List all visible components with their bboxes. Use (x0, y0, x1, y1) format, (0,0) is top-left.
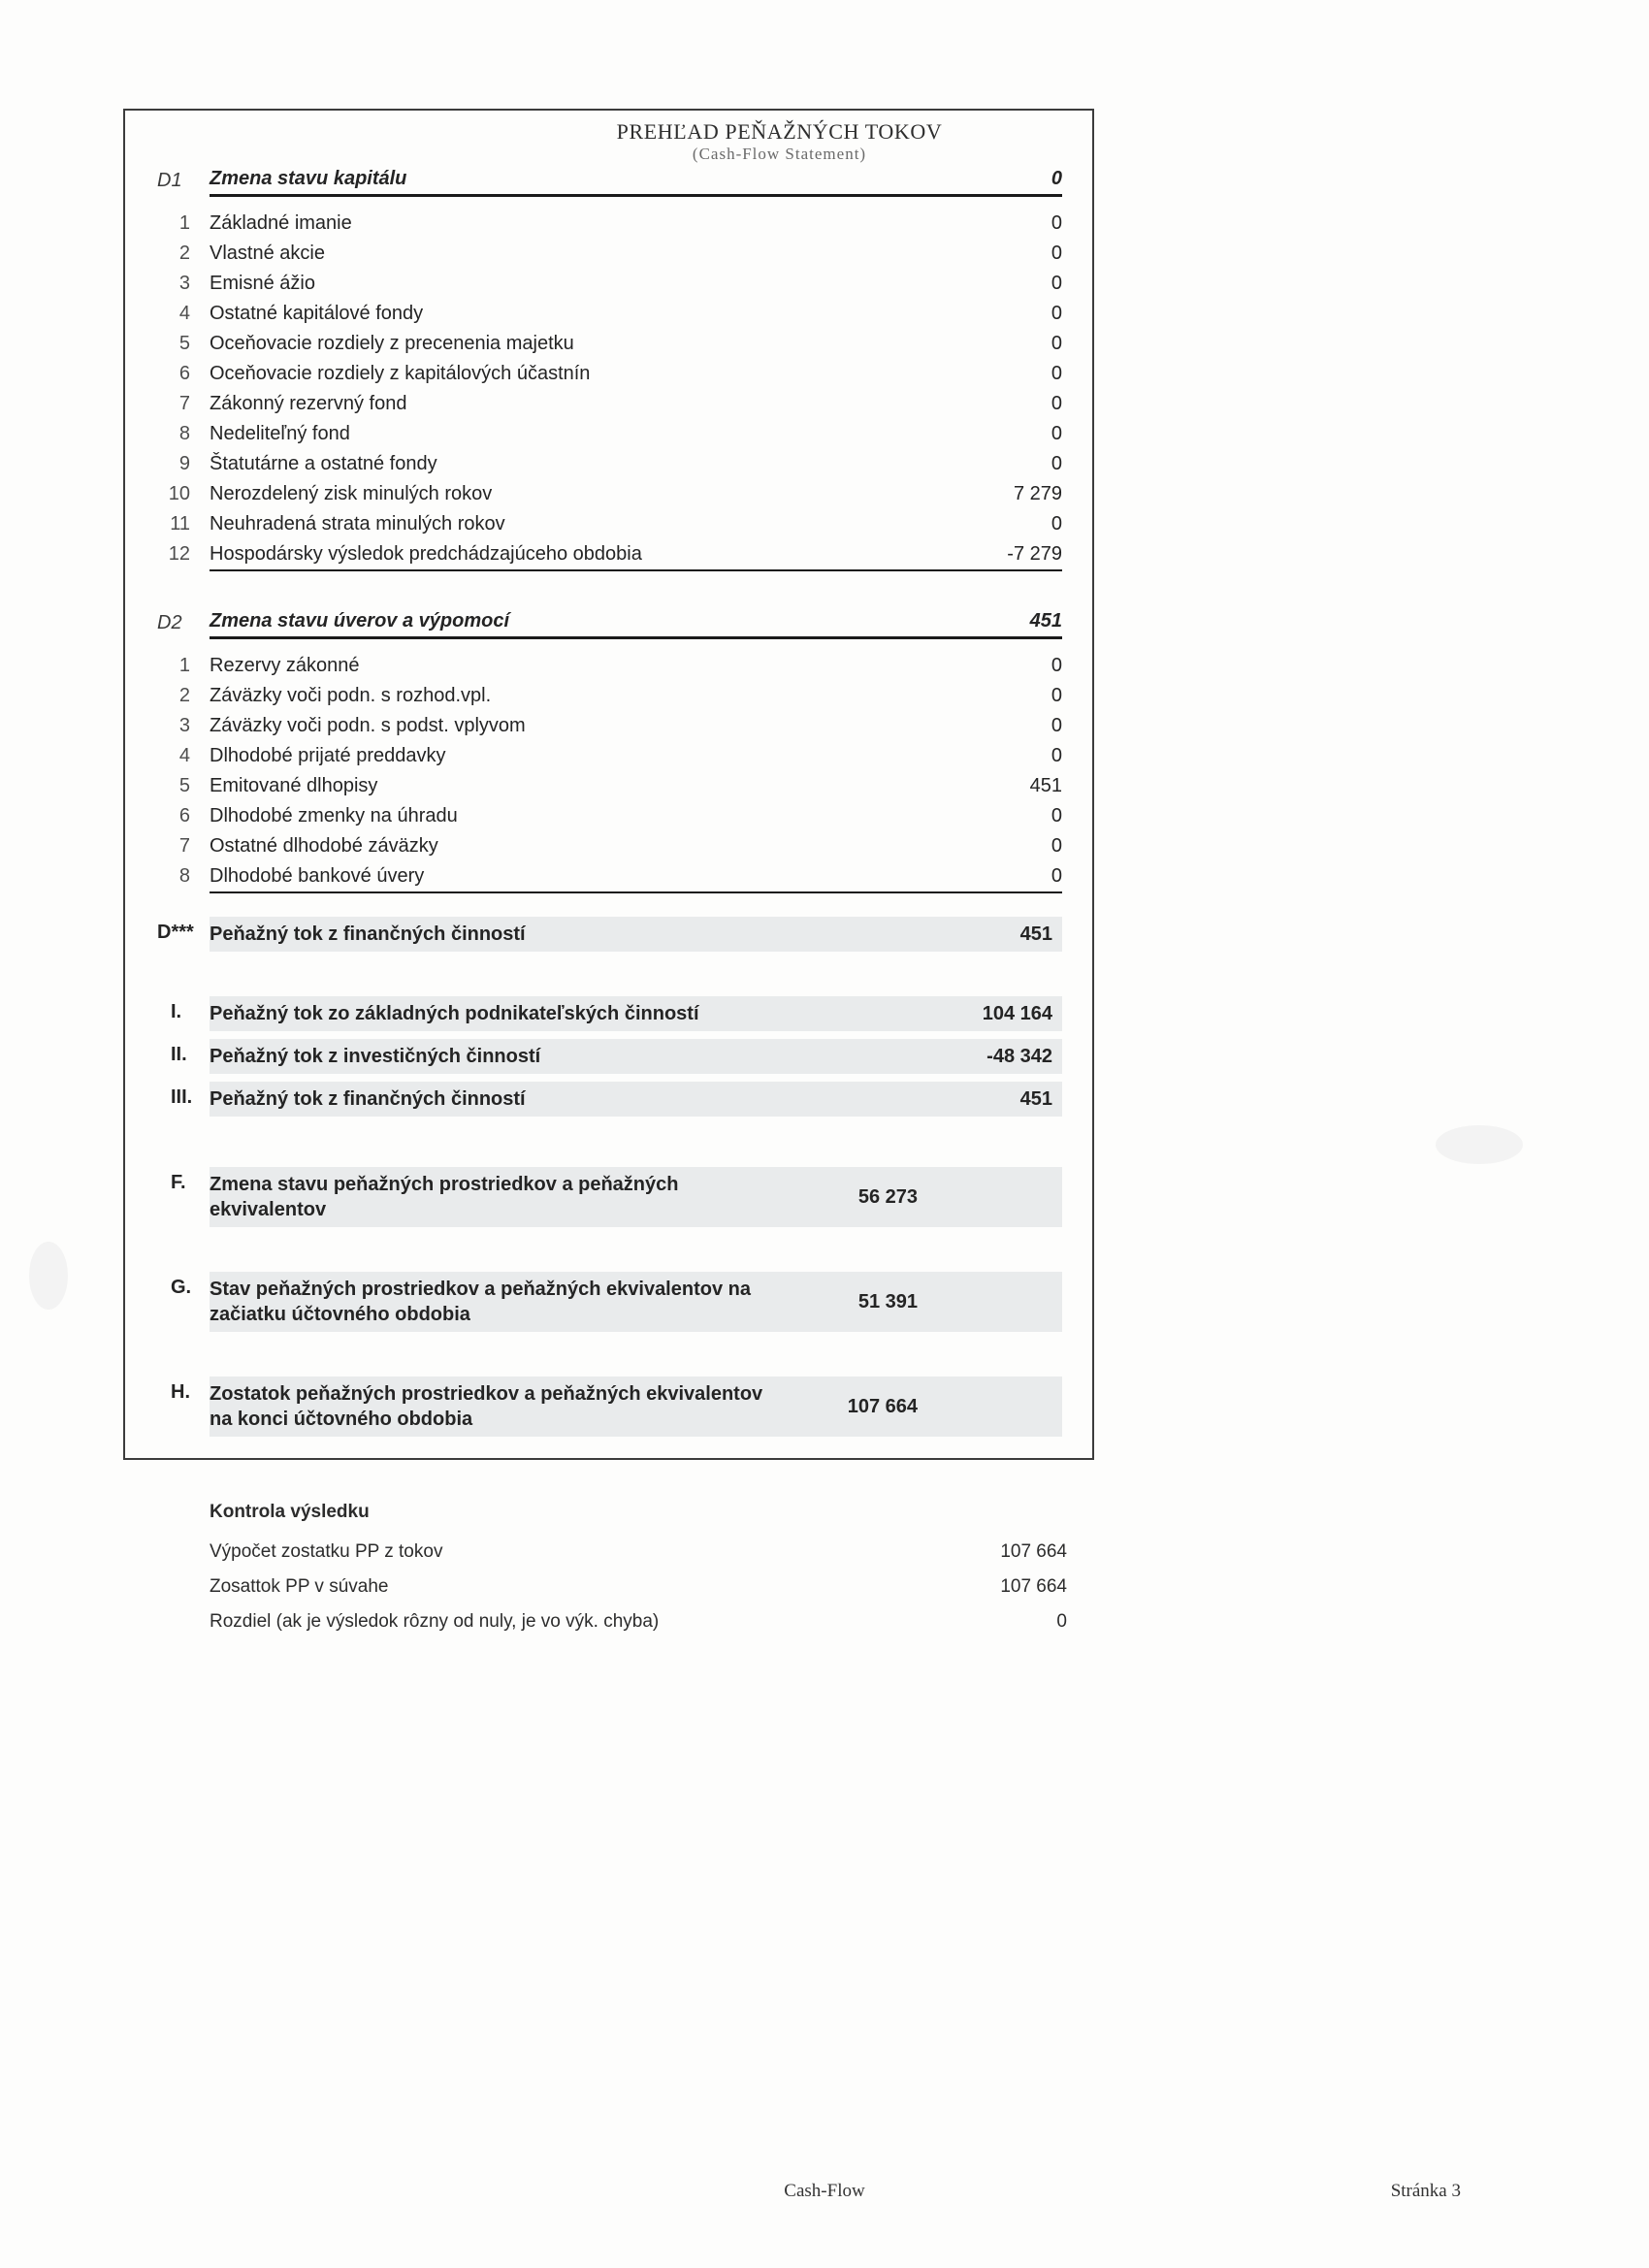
summary-row-code: F. (171, 1172, 186, 1193)
row-line (210, 861, 1062, 893)
row-line (210, 329, 1062, 359)
summary-row-band (210, 917, 1062, 952)
row-number: 1 (178, 655, 190, 676)
summary-row-label: Peňažný tok z finančných činností (210, 923, 526, 945)
summary-row-band (210, 996, 1062, 1031)
row-line (210, 711, 1062, 741)
table-row (157, 711, 1062, 741)
row-value: 0 (1051, 655, 1062, 676)
table-row (157, 209, 1062, 239)
row-value: 0 (1051, 453, 1062, 474)
section-rows (157, 651, 1062, 893)
section-header-line (210, 610, 1062, 639)
scan-smudge (1436, 1125, 1523, 1164)
row-number: 6 (178, 805, 190, 826)
row-line (210, 509, 1062, 539)
summary-row-band (210, 1272, 1062, 1332)
summary-row-label: Zmena stavu peňažných prostriedkov a peňažných ekvivalentov (210, 1174, 679, 1220)
row-label: Hospodársky výsledok predchádzajúceho obdobia (210, 543, 642, 565)
section-code: D1 (157, 170, 182, 191)
row-line (210, 681, 1062, 711)
row-value: 0 (1051, 363, 1062, 384)
page-title: PREHĽAD PEŇAŽNÝCH TOKOV (616, 119, 943, 144)
row-value: 0 (1051, 805, 1062, 826)
summary-row (157, 917, 1062, 952)
row-label: Nedeliteľný fond (210, 423, 350, 444)
table-row (157, 419, 1062, 449)
control-row (210, 1535, 1067, 1570)
control-row-label: Zosattok PP v súvahe (210, 1576, 389, 1597)
summary-row-label: Peňažný tok zo základných podnikateľských činností (210, 1003, 699, 1024)
row-value: 0 (1051, 333, 1062, 354)
summary-row-band (210, 1377, 1062, 1437)
control-row (210, 1570, 1067, 1604)
table-row (157, 269, 1062, 299)
table-row (157, 741, 1062, 771)
row-label: Nerozdelený zisk minulých rokov (210, 483, 493, 504)
row-number: 3 (178, 715, 190, 736)
row-value: 0 (1051, 685, 1062, 706)
row-label: Oceňovacie rozdiely z precenenia majetku (210, 333, 574, 354)
row-value: 0 (1051, 745, 1062, 766)
row-value: 0 (1051, 212, 1062, 234)
summary-row-value: 107 664 (847, 1395, 918, 1417)
section-header (157, 610, 1062, 639)
row-number: 6 (178, 363, 190, 384)
section-total-value: 0 (1051, 168, 1062, 189)
row-value: 7 279 (1013, 483, 1062, 504)
row-line (210, 299, 1062, 329)
summary-row-value: 451 (1019, 923, 1052, 945)
row-line (210, 269, 1062, 299)
row-value: 0 (1051, 273, 1062, 294)
table-row (157, 359, 1062, 389)
row-label: Oceňovacie rozdiely z kapitálových účastnín (210, 363, 591, 384)
control-row (210, 1604, 1067, 1639)
section-total-value: 451 (1029, 610, 1062, 632)
summary-row-code: I. (171, 1001, 182, 1022)
row-number: 4 (178, 303, 190, 324)
section-rows (157, 209, 1062, 571)
table-row (157, 681, 1062, 711)
section-title: Zmena stavu kapitálu (210, 168, 407, 189)
row-number: 8 (178, 865, 190, 887)
footer-document-name: Cash-Flow (784, 2181, 865, 2201)
table-row (157, 509, 1062, 539)
row-number: 2 (178, 243, 190, 264)
row-label: Ostatné kapitálové fondy (210, 303, 424, 324)
control-row-value: 107 664 (1000, 1576, 1067, 1597)
row-number: 9 (178, 453, 190, 474)
summary-row (157, 1272, 1062, 1332)
row-label: Emisné ážio (210, 273, 315, 294)
row-line (210, 239, 1062, 269)
summary-row-value: 451 (1019, 1087, 1052, 1110)
row-line (210, 651, 1062, 681)
row-line (210, 389, 1062, 419)
row-value: 0 (1051, 513, 1062, 535)
summary-rows-container (157, 917, 1062, 1437)
statement-section (157, 168, 1062, 571)
row-number: 5 (178, 775, 190, 796)
row-value: 0 (1051, 393, 1062, 414)
row-line (210, 359, 1062, 389)
section-title: Zmena stavu úverov a výpomocí (210, 610, 510, 632)
row-label: Ostatné dlhodobé záväzky (210, 835, 438, 857)
row-line (210, 419, 1062, 449)
row-label: Dlhodobé bankové úvery (210, 865, 425, 887)
control-row-label: Výpočet zostatku PP z tokov (210, 1541, 443, 1562)
row-number: 3 (178, 273, 190, 294)
row-value: 0 (1051, 303, 1062, 324)
row-value: 0 (1051, 835, 1062, 857)
summary-row (157, 1039, 1062, 1074)
summary-row-label: Peňažný tok z finančných činností (210, 1088, 526, 1110)
row-line (210, 741, 1062, 771)
row-line (210, 801, 1062, 831)
row-number: 8 (178, 423, 190, 444)
summary-row (157, 1082, 1062, 1117)
table-row (157, 539, 1062, 571)
summary-row-value: 104 164 (982, 1002, 1052, 1024)
summary-row-label: Zostatok peňažných prostriedkov a peňažných ekvivalentov na konci účtovného obdobia (210, 1383, 763, 1430)
row-number: 2 (178, 685, 190, 706)
sections-container (157, 168, 1062, 893)
row-number: 4 (178, 745, 190, 766)
table-row (157, 861, 1062, 893)
summary-row (157, 996, 1062, 1031)
row-line (210, 831, 1062, 861)
row-label: Rezervy zákonné (210, 655, 360, 676)
row-label: Vlastné akcie (210, 243, 325, 264)
row-line (210, 479, 1062, 509)
row-value: 0 (1051, 715, 1062, 736)
control-row-value: 0 (1056, 1611, 1067, 1632)
row-number: 5 (178, 333, 190, 354)
row-number: 10 (168, 483, 190, 504)
cash-flow-statement-box (123, 109, 1094, 1460)
row-value: 451 (1029, 775, 1062, 796)
table-row (157, 299, 1062, 329)
row-line (210, 449, 1062, 479)
control-block (210, 1502, 1067, 1639)
section-header-line (210, 168, 1062, 197)
row-label: Dlhodobé prijaté preddavky (210, 745, 446, 766)
row-label: Štatutárne a ostatné fondy (210, 453, 437, 474)
table-row (157, 801, 1062, 831)
control-rows-container (210, 1535, 1067, 1639)
row-value: 0 (1051, 243, 1062, 264)
table-row (157, 771, 1062, 801)
summary-row (157, 1167, 1062, 1227)
summary-row-value: 51 391 (857, 1290, 918, 1312)
row-label: Neuhradená strata minulých rokov (210, 513, 505, 535)
summary-row (157, 1377, 1062, 1437)
table-row (157, 831, 1062, 861)
footer-page-number: Stránka 3 (1390, 2181, 1461, 2201)
table-row (157, 239, 1062, 269)
row-line (210, 209, 1062, 239)
table-row (157, 479, 1062, 509)
row-number: 11 (170, 513, 190, 535)
control-title: Kontrola výsledku (210, 1502, 370, 1522)
scan-smudge (29, 1242, 68, 1310)
row-label: Záväzky voči podn. s podst. vplyvom (210, 715, 526, 736)
row-value: 0 (1051, 423, 1062, 444)
row-value: -7 279 (1007, 543, 1062, 565)
row-number: 7 (178, 835, 190, 857)
row-number: 7 (178, 393, 190, 414)
summary-row-code: G. (171, 1277, 192, 1298)
statement-section (157, 610, 1062, 893)
control-row-value: 107 664 (1000, 1541, 1067, 1562)
row-line (210, 771, 1062, 801)
summary-row-band (210, 1167, 1062, 1227)
control-row-label: Rozdiel (ak je výsledok rôzny od nuly, je vo výk. chyba) (210, 1611, 660, 1632)
title-subtitle-partial: (Cash-Flow Statement) (692, 145, 867, 163)
row-label: Emitované dlhopisy (210, 775, 378, 796)
table-row (157, 389, 1062, 419)
table-row (157, 329, 1062, 359)
summary-row-value: 56 273 (857, 1185, 918, 1208)
summary-row-label: Stav peňažných prostriedkov a peňažných ekvivalentov na začiatku účtovného obdobia (210, 1279, 751, 1325)
section-code: D2 (157, 612, 182, 633)
row-label: Základné imanie (210, 212, 352, 234)
row-label: Zákonný rezervný fond (210, 393, 407, 414)
summary-row-code: H. (171, 1381, 190, 1403)
summary-row-label: Peňažný tok z investičných činností (210, 1046, 541, 1067)
summary-row-code: D*** (157, 922, 194, 943)
summary-row-code: III. (171, 1086, 193, 1108)
summary-row-value: -48 342 (986, 1045, 1052, 1067)
summary-row-band (210, 1082, 1062, 1117)
row-label: Dlhodobé zmenky na úhradu (210, 805, 458, 826)
row-line (210, 539, 1062, 571)
summary-row-band (210, 1039, 1062, 1074)
table-row (157, 449, 1062, 479)
section-header (157, 168, 1062, 197)
row-number: 1 (178, 212, 190, 234)
row-value: 0 (1051, 865, 1062, 887)
table-row (157, 651, 1062, 681)
row-number: 12 (168, 543, 190, 565)
row-label: Záväzky voči podn. s rozhod.vpl. (210, 685, 492, 706)
summary-row-code: II. (171, 1044, 187, 1065)
